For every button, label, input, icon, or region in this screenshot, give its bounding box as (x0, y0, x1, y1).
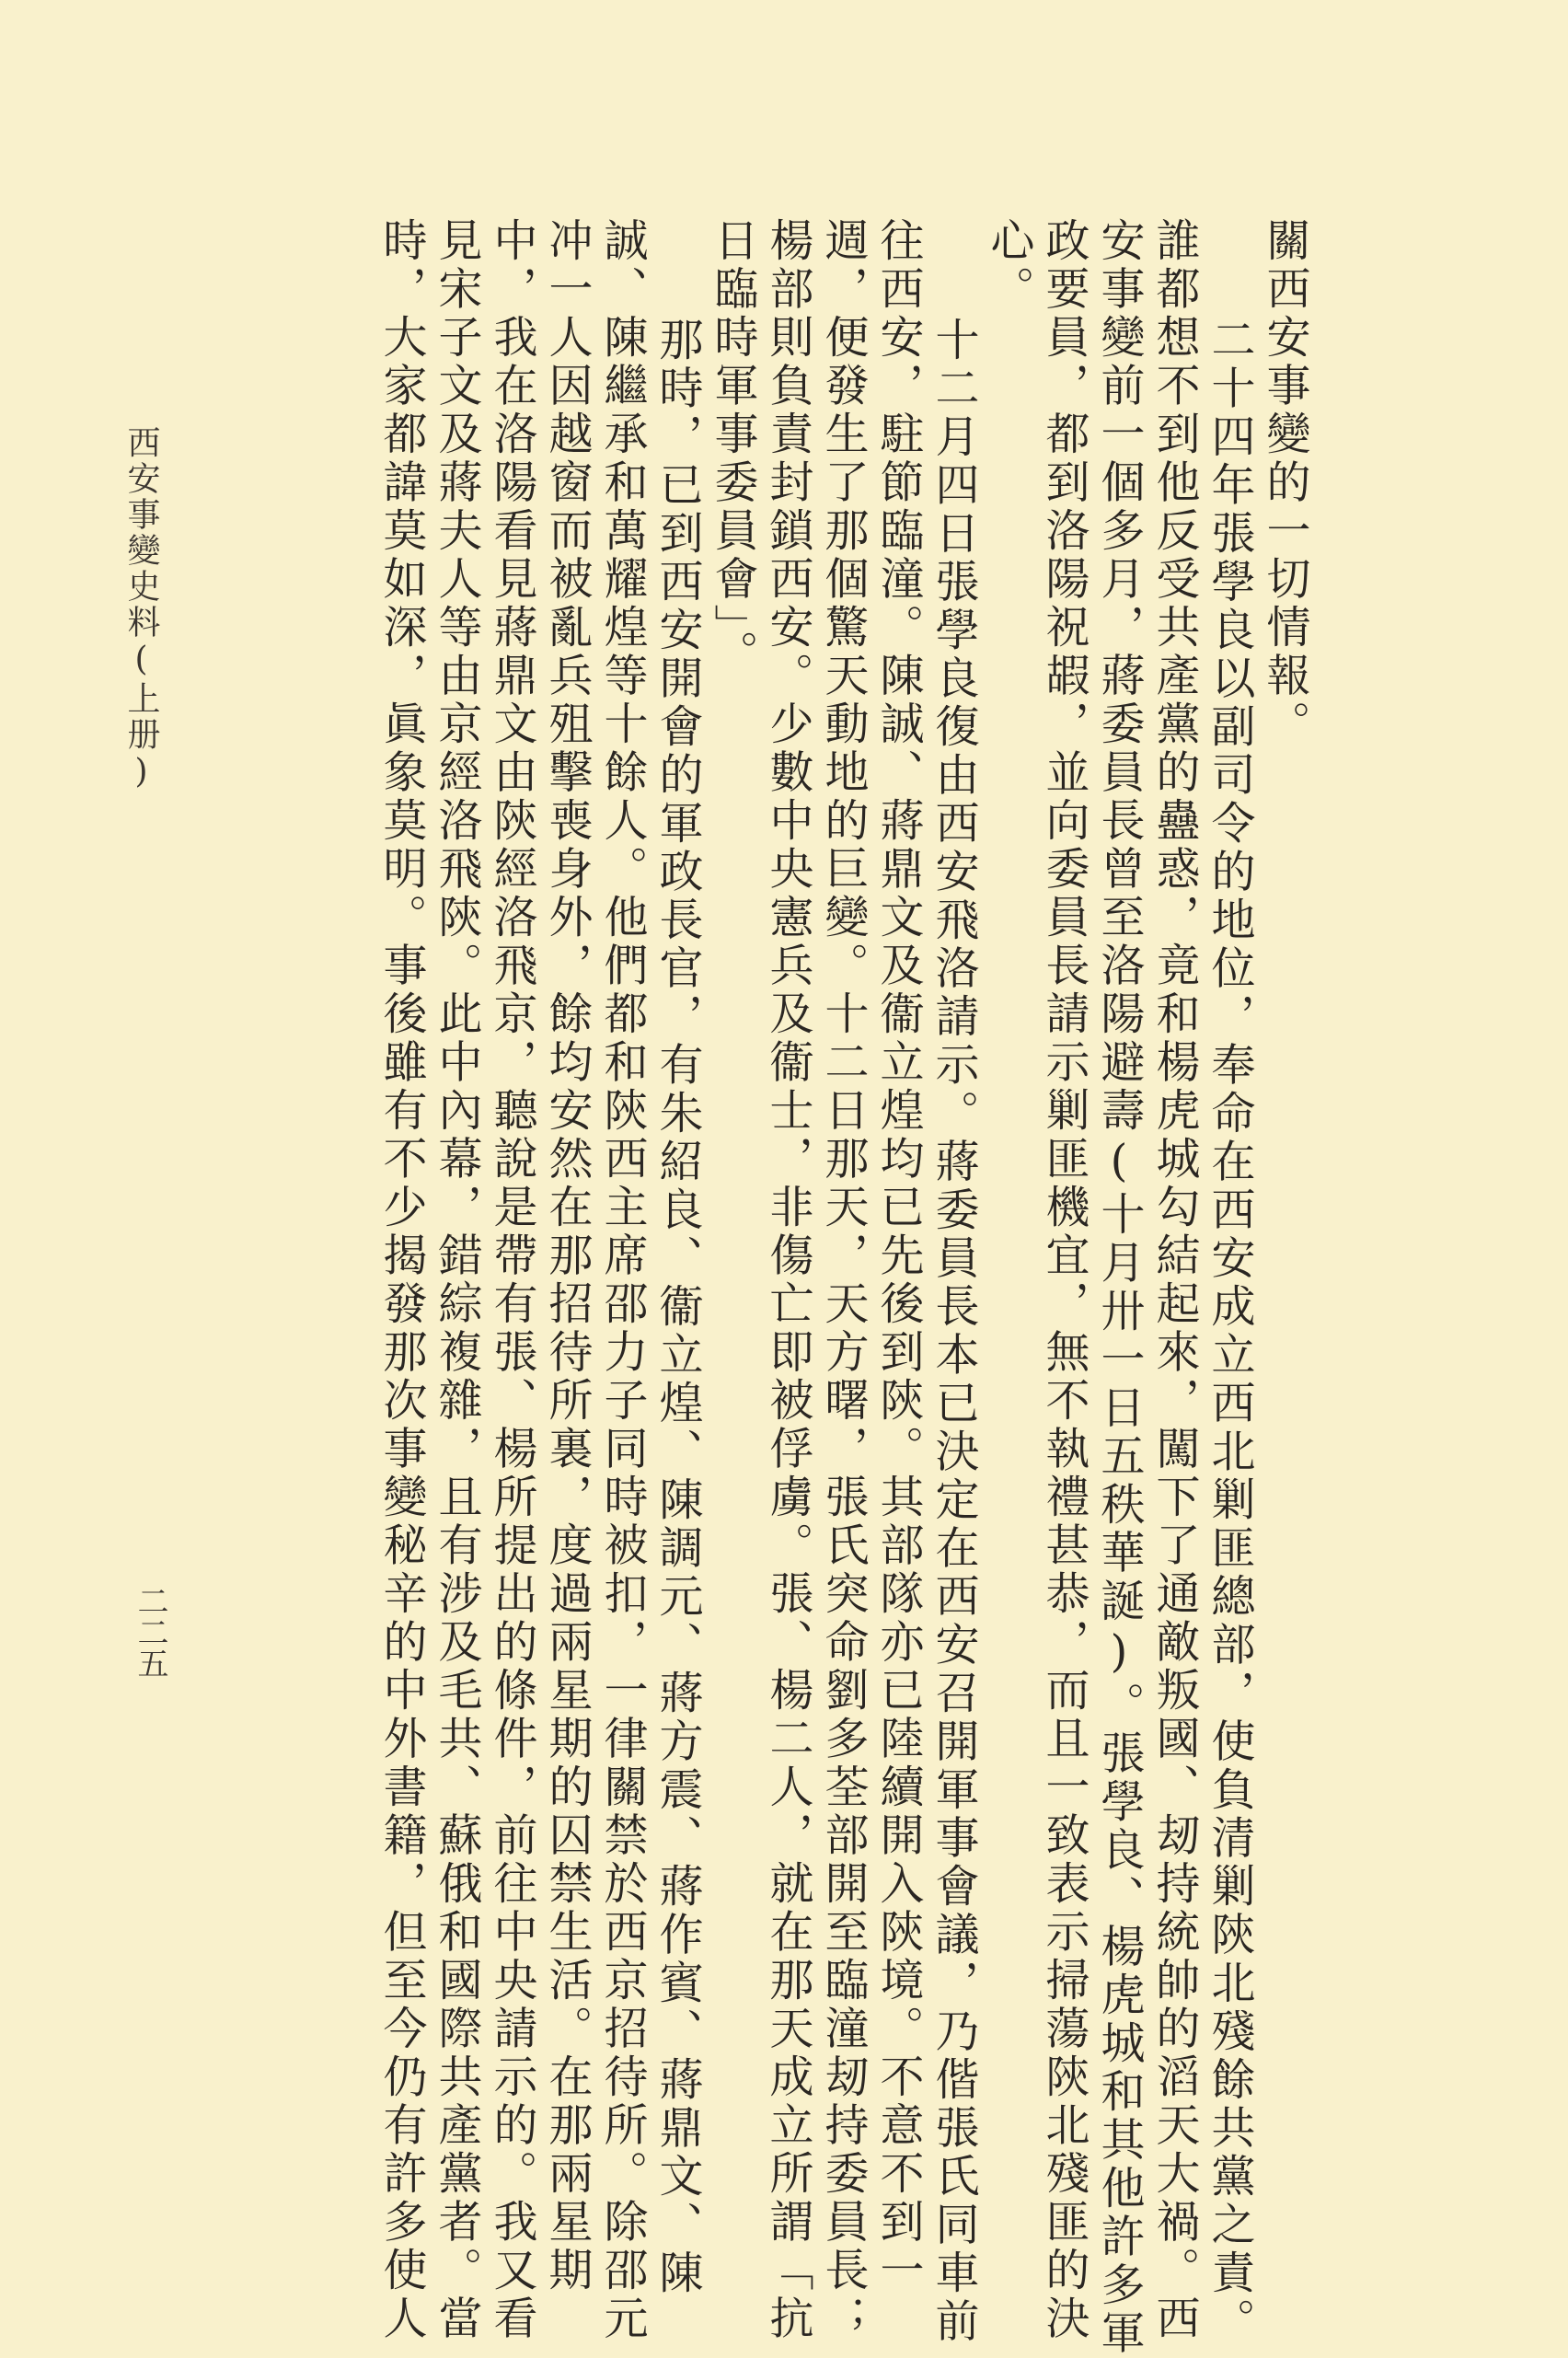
text-column: 日臨時軍事委員會」。 (707, 217, 758, 678)
text-column: 時，大家都諱莫如深，眞象莫明。事後雖有不少揭發那次事變秘辛的中外書籍，但至今仍有許多使人 (375, 217, 427, 2343)
text-column: 週，便發生了那個驚天動地的巨變。十二日那天，天方曙，張氏突命劉多荃部開至臨潼刼持委員長； (817, 217, 869, 2343)
text-column: 二十四年張學良以副司令的地位，奉命在西安成立西北剿匪總部，使負清剿陝北殘餘共黨之責。 (1204, 317, 1255, 2346)
text-column: 誠、陳繼承和萬耀煌等十餘人。他們都和陝西主席邵力子同時被扣，一律關禁於西京招待所。除邵元 (596, 217, 648, 2343)
text-column: 政要員，都到洛陽祝嘏，並向委員長請示剿匪機宜，無不執禮甚恭，而且一致表示掃蕩陝北殘匪的決 (1038, 217, 1090, 2343)
text-column: 中，我在洛陽看見蔣鼎文由陝經洛飛京，聽說是帶有張、楊所提出的條件，前往中央請示的。我又看 (486, 217, 537, 2343)
text-column: 楊部則負責封鎖西安。少數中央憲兵及衞士，非傷亡即被俘虜。張、楊二人，就在那天成立所謂「抗 (762, 217, 813, 2343)
text-column: 關西安事變的一切情報。 (1259, 217, 1310, 749)
text-column: 見宋子文及蔣夫人等由京經洛飛陝。此中內幕，錯綜複雜，且有涉及毛共、蘇俄和國際共產黨者。當 (431, 217, 482, 2343)
text-column: 誰都想不到他反受共產黨的蠱惑，竟和楊虎城勾結起來，闖下了通敵叛國、刼持統帥的滔天大禍。西 (1148, 217, 1200, 2343)
text-column: 十二月四日張學良復由西安飛洛請示。蔣委員長本已決定在西安召開軍事會議，乃偕張氏同車前 (928, 317, 979, 2346)
text-column: 那時，已到西安開會的軍政長官，有朱紹良、衞立煌、陳調元、蔣方震、蔣作賓、蔣鼎文、陳 (651, 317, 703, 2298)
page-number: 二二五 (132, 1585, 168, 1679)
running-footer-book-title: 西安事變史料(上册) (122, 425, 160, 793)
text-column: 心。 (983, 217, 1034, 314)
text-column: 安事變前一個多月，蔣委員長曾至洛陽避壽(十月卅一日五秩華誕)。張學良、楊虎城和其他許多軍 (1093, 217, 1145, 2358)
text-column: 往西安，駐節臨潼。陳誠、蔣鼎文及衞立煌均已先後到陝。其部隊亦已陸續開入陝境。不意不到一 (872, 217, 924, 2295)
text-column: 冲一人因越窗而被亂兵殂擊喪身外，餘均安然在那招待所裏，度過兩星期的囚禁生活。在那兩星期 (541, 217, 593, 2295)
